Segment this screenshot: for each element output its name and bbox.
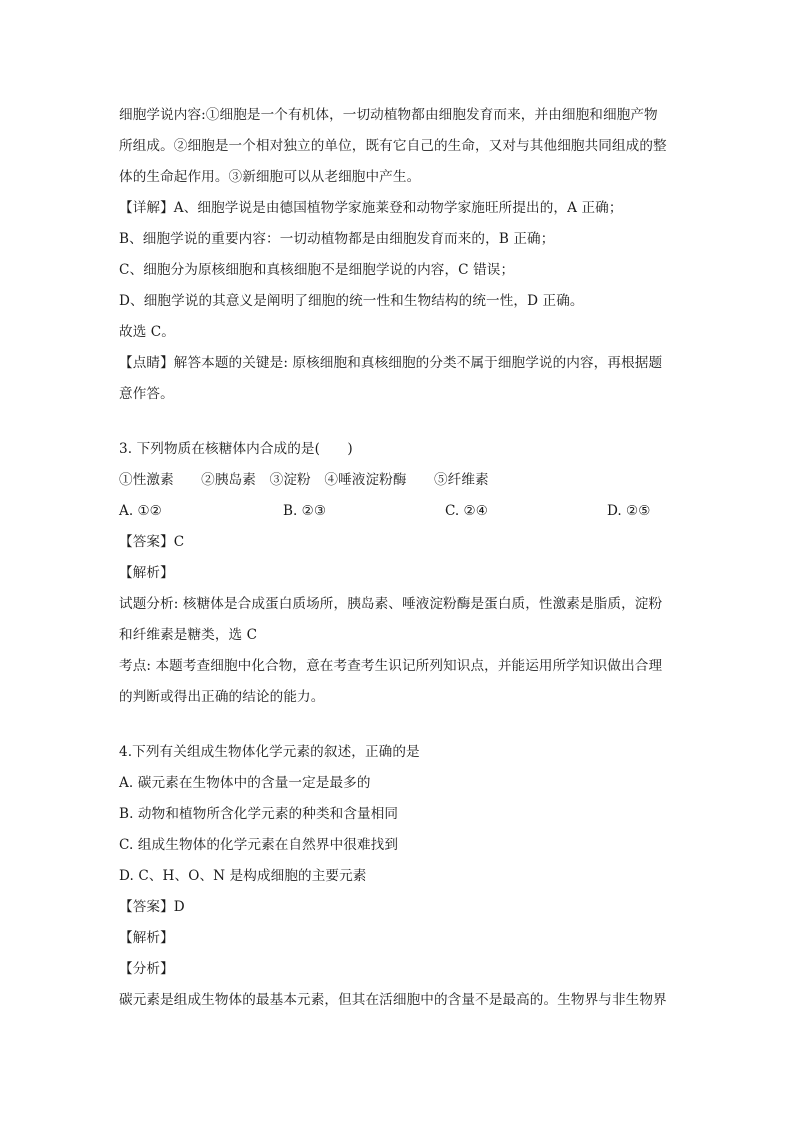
option-b: B. ②③ <box>283 503 327 519</box>
option-c: C. ②④ <box>445 503 488 519</box>
cell-theory-explanation <box>119 100 677 193</box>
text-line: 所组成。②细胞是一个相对独立的单位，既有它自己的生命，又对与其他细胞共同组成的整 <box>119 138 667 154</box>
detailed-explanation <box>119 193 677 348</box>
analysis-heading: 【解析】 <box>119 565 174 581</box>
text-line: D、细胞学说的其意义是阐明了细胞的统一性和生物结构的统一性，D 正确。 <box>119 293 584 309</box>
question-items: ①性激素 ②胰岛素 ③淀粉 ④唾液淀粉酶 ⑤纤维素 <box>119 472 489 488</box>
text-line: C、细胞分为原核细胞和真核细胞不是细胞学说的内容，C 错误； <box>119 262 515 278</box>
question-3 <box>119 434 677 713</box>
answer-label: 【答案】D <box>119 899 185 915</box>
text-line: 体的生命起作用。③新细胞可以从老细胞中产生。 <box>119 169 421 185</box>
spacer <box>119 410 677 434</box>
spacer <box>119 713 677 737</box>
text-line: 【点睛】解答本题的关键是: 原核细胞和真核细胞的分类不属于细胞学说的内容，再根据题 <box>119 355 663 371</box>
answer-options <box>119 496 677 527</box>
answer-label: 【答案】C <box>119 534 185 550</box>
option-d: D. ②⑤ <box>607 503 651 519</box>
option-c: C. 组成生物体的化学元素在自然界中很难找到 <box>119 837 399 853</box>
question-stem: 4.下列有关组成生物体化学元素的叙述，正确的是 <box>119 744 420 760</box>
text-line: 细胞学说内容:①细胞是一个有机体，一切动植物都由细胞发育而来，并由细胞和细胞产物 <box>119 107 658 123</box>
text-line: 碳元素是组成生物体的最基本元素，但其在活细胞中的含量不是最高的。生物界与非生物界 <box>119 992 667 1008</box>
option-b: B. 动物和植物所含化学元素的种类和含量相同 <box>119 806 399 822</box>
option-d: D. C、H、O、N 是构成细胞的主要元素 <box>119 868 367 884</box>
fenxi-heading: 【分析】 <box>119 961 174 977</box>
text-line: 意作答。 <box>119 386 174 402</box>
option-a: A. ①② <box>119 503 162 519</box>
text-line: 故选 C。 <box>119 324 176 340</box>
text-line: 【详解】A、细胞学说是由德国植物学家施莱登和动物学家施旺所提出的，A 正确； <box>119 200 623 216</box>
text-line: 考点: 本题考查细胞中化合物，意在考查考生识记所列知识点，并能运用所学知识做出合理 <box>119 658 663 674</box>
text-line: 的判断或得出正确的结论的能力。 <box>119 689 325 705</box>
text-line: B、细胞学说的重要内容：一切动植物都是由细胞发育而来的，B 正确； <box>119 231 555 247</box>
text-line: 和纤维素是糖类，选 C <box>119 627 258 643</box>
key-point-note <box>119 348 677 410</box>
page-content <box>119 100 677 1016</box>
text-line: 试题分析: 核糖体是合成蛋白质场所，胰岛素、唾液淀粉酶是蛋白质，性激素是脂质，淀粉 <box>119 596 663 612</box>
question-4 <box>119 737 677 1016</box>
analysis-heading: 【解析】 <box>119 930 174 946</box>
question-stem: 3. 下列物质在核糖体内合成的是( ) <box>119 441 353 457</box>
option-a: A. 碳元素在生物体中的含量一定是最多的 <box>119 775 371 791</box>
